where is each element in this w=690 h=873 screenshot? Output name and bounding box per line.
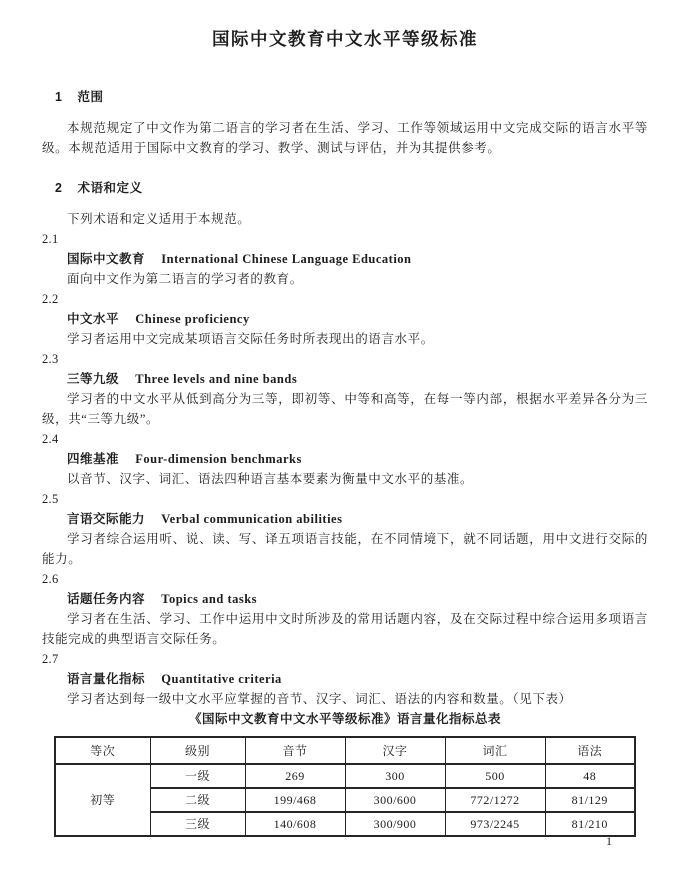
grammar-cell: 48 [545,764,635,788]
term-definition: 面向中文作为第二语言的学习者的教育。 [67,272,303,286]
term-title [42,669,648,689]
term-name-en: Three levels and nine bands [135,372,298,386]
term-2-2 [42,289,648,349]
characters-cell: 300/900 [345,812,445,836]
term-name-en: Chinese proficiency [135,312,250,326]
band-cell: 三级 [150,812,245,836]
term-number: 2.2 [42,292,59,306]
syllables-cell: 269 [245,764,345,788]
term-name-zh: 三等九级 [67,372,120,386]
term-title [42,309,648,329]
term-number: 2.6 [42,572,59,586]
col-header-grammar: 语法 [545,737,635,764]
term-name-zh: 言语交际能力 [67,512,146,526]
term-definition: 学习者运用中文完成某项语言交际任务时所表现出的语言水平。 [67,332,434,346]
characters-cell: 300/600 [345,788,445,812]
section-1-number: 1 [55,90,63,104]
syllables-cell: 199/468 [245,788,345,812]
term-2-1 [42,229,648,289]
term-name-zh: 语言量化指标 [67,672,146,686]
term-number: 2.1 [42,232,59,246]
term-number: 2.5 [42,492,59,506]
term-definition: 以音节、汉字、词汇、语法四种语言基本要素为衡量中文水平的基准。 [67,472,474,486]
term-number: 2.7 [42,652,59,666]
section-2-title: 术语和定义 [77,181,143,195]
col-header-band: 级别 [150,737,245,764]
section-2-number: 2 [55,181,63,195]
col-header-characters: 汉字 [345,737,445,764]
page-number: 1 [606,834,612,848]
section-2-intro: 下列术语和定义适用于本规范。 [67,212,251,226]
col-header-level-group: 等次 [55,737,150,764]
table-caption: 《国际中文教育中文水平等级标准》语言量化指标总表 [188,712,501,726]
term-name-en: Topics and tasks [161,592,258,606]
term-definition: 学习者的中文水平从低到高分为三等，即初等、中等和高等，在每一等内部，根据水平差异各分为三级，共“三等九级”。 [42,392,648,426]
term-title [42,589,648,609]
table-header-row [55,737,635,764]
term-name-zh: 话题任务内容 [67,592,146,606]
term-number: 2.3 [42,352,59,366]
term-title [42,369,648,389]
term-2-7 [42,649,648,709]
col-header-syllables: 音节 [245,737,345,764]
term-title [42,509,648,529]
band-cell: 二级 [150,788,245,812]
band-cell: 一级 [150,764,245,788]
term-2-5 [42,489,648,569]
level-group-cell: 初等 [55,764,150,836]
grammar-cell: 81/210 [545,812,635,836]
vocabulary-cell: 973/2245 [445,812,545,836]
term-definition: 学习者综合运用听、说、读、写、译五项语言技能，在不同情境下，就不同话题，用中文进行交际的能力。 [42,532,648,566]
term-name-zh: 国际中文教育 [67,252,146,266]
term-name-en: Four-dimension benchmarks [135,452,302,466]
grammar-cell: 81/129 [545,788,635,812]
term-title [42,249,648,269]
table-row [55,764,635,788]
term-number: 2.4 [42,432,59,446]
term-name-zh: 四维基准 [67,452,120,466]
term-2-3 [42,349,648,429]
section-2-heading [55,178,648,198]
term-name-zh: 中文水平 [67,312,120,326]
characters-cell: 300 [345,764,445,788]
section-1-heading [55,87,648,107]
terms-list [42,229,648,709]
vocabulary-cell: 772/1272 [445,788,545,812]
term-name-en: Quantitative criteria [161,672,282,686]
term-definition: 学习者在生活、学习、工作中运用中文时所涉及的常用话题内容，及在交际过程中综合运用多项语言技能完成的典型语言交际任务。 [42,612,648,646]
term-name-en: Verbal communication abilities [161,512,343,526]
col-header-vocabulary: 词汇 [445,737,545,764]
term-title [42,449,648,469]
term-2-4 [42,429,648,489]
quantitative-criteria-table [54,736,636,837]
document-title: 国际中文教育中文水平等级标准 [212,29,478,49]
term-name-en: International Chinese Language Education [161,252,412,266]
vocabulary-cell: 500 [445,764,545,788]
section-1-body: 本规范规定了中文作为第二语言的学习者在生活、学习、工作等领域运用中文完成交际的语言水平等级。本规范适用于国际中文教育的学习、教学、测试与评估，并为其提供参考。 [42,121,648,155]
term-2-6 [42,569,648,649]
section-1-title: 范围 [77,90,104,104]
term-definition: 学习者达到每一级中文水平应掌握的音节、汉字、词汇、语法的内容和数量。（见下表） [67,692,572,706]
syllables-cell: 140/608 [245,812,345,836]
